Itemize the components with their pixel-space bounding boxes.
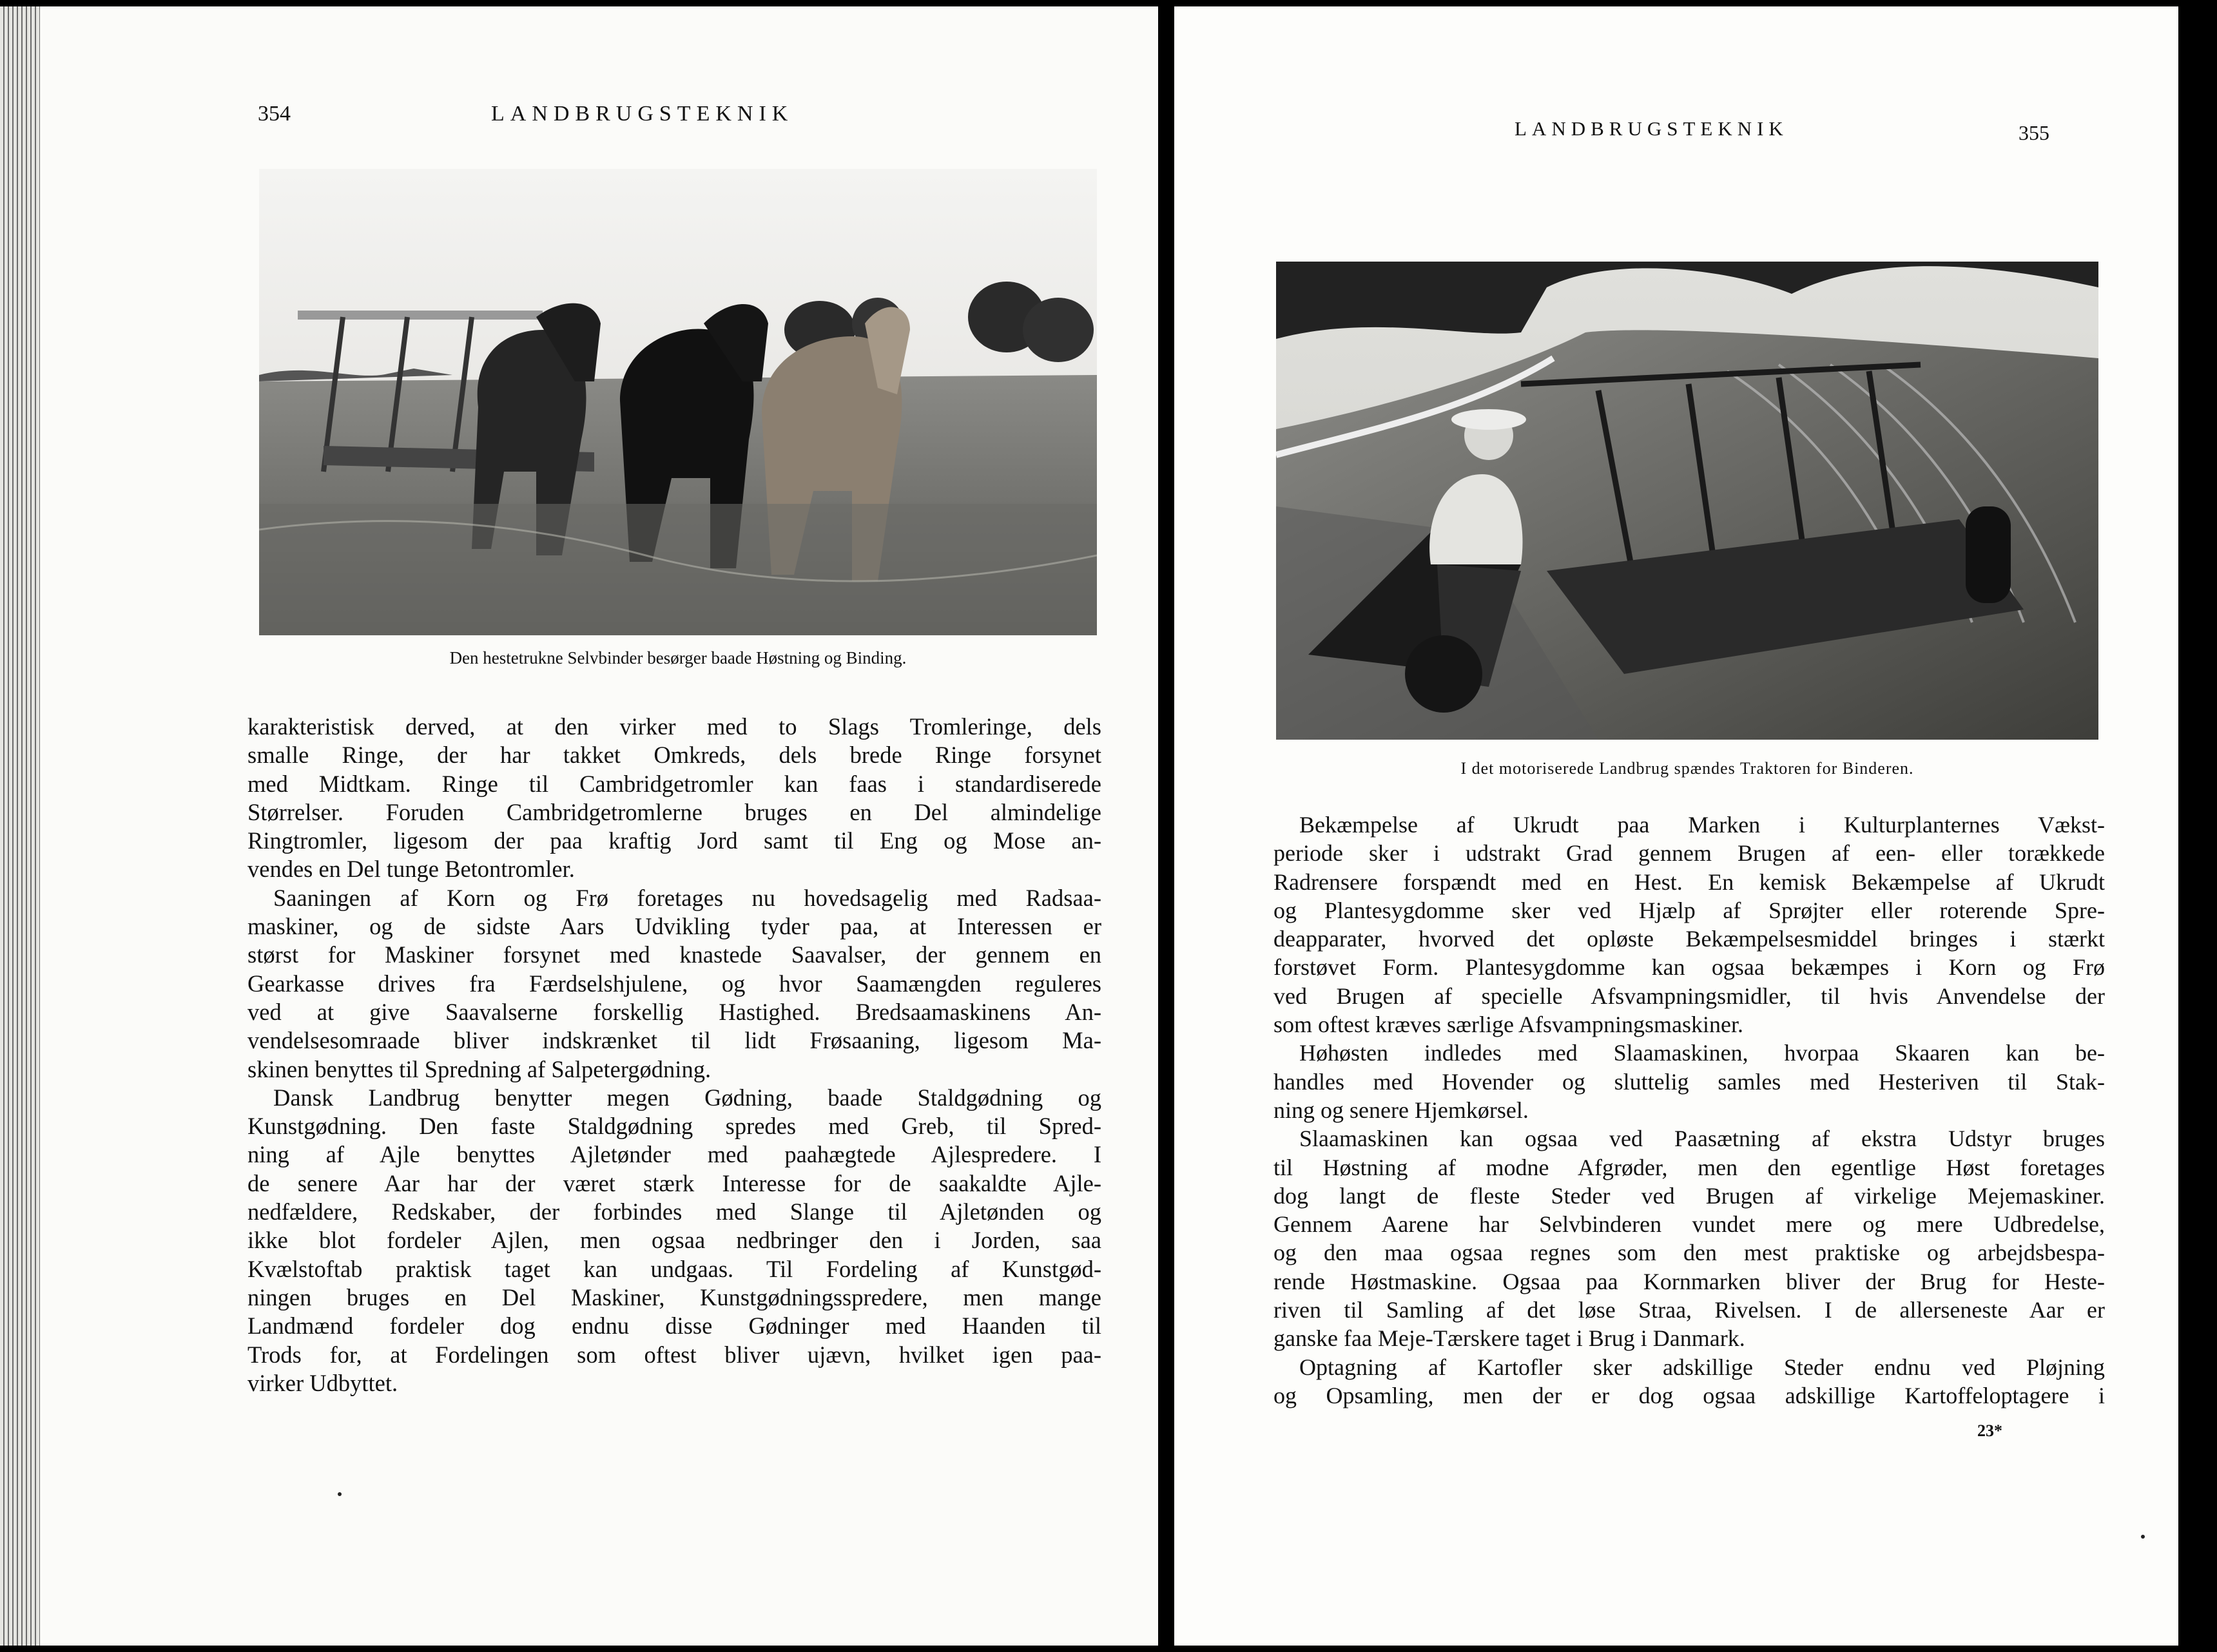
paragraph	[1273, 1353, 2105, 1410]
text-line: ning af Ajle benyttes Ajletønder med paahægtede Ajlespredere. I	[247, 1141, 1101, 1168]
figure-caption: Den hestetrukne Selvbinder besørger baade Høstning og Binding.	[449, 648, 907, 668]
running-header: LANDBRUGSTEKNIK	[491, 102, 794, 126]
page-number: 354	[258, 102, 291, 126]
text-line: Radrensere forspændt med en Hest. En kemisk Bekæmpelse af Ukrudt	[1273, 869, 2105, 895]
text-line: dog langt de fleste Steder ved Brugen af virkelige Mejemaskiner.	[1273, 1182, 2105, 1209]
text-line: Landmænd fordeler dog endnu disse Gødninger med Haanden til	[247, 1312, 1101, 1340]
page-number: 355	[2019, 121, 2049, 144]
speck	[338, 1492, 342, 1496]
text-line: Ringtromler, ligesom der paa kraftig Jord samt til Eng og Mose an-	[247, 827, 1101, 854]
text-line: Saaningen af Korn og Frø foretages nu hovedsagelig med Radsaa-	[273, 884, 1101, 911]
text-line: de senere Aar har der været stærk Interesse for de saakaldte Ajle-	[247, 1169, 1101, 1196]
text-line: Bekæmpelse af Ukrudt paa Marken i Kulturplanternes Vækst-	[1299, 812, 2105, 838]
text-line: riven til Samling af det løse Straa, Rivelsen. I de allerseneste Aar er	[1273, 1297, 2105, 1323]
paragraph	[247, 884, 1101, 1084]
text-line: ved at give Saavalserne forskellig Hastighed. Bredsaamaskinens An-	[247, 998, 1101, 1025]
text-line: Størrelser. Foruden Cambridgetromlerne bruges en Del almindelige	[247, 798, 1101, 825]
figure-caption: I det motoriserede Landbrug spændes Traktoren for Binderen.	[1460, 759, 1914, 778]
text-line: deapparater, hvorved det opløste Bekæmpelsesmiddel bringes i stærkt	[1273, 926, 2105, 952]
text-line: og Opsamling, men der er dog ogsaa adskillige Kartoffeloptagere i	[1273, 1382, 2105, 1408]
text-line: Optagning af Kartofler sker adskillige Steder endnu ved Pløjning	[1299, 1354, 2105, 1380]
tractor-binder-photo	[1276, 262, 2098, 740]
text-line: nedfældere, Redskaber, der forbindes med Slange til Ajletønden og	[247, 1198, 1101, 1225]
text-line: størst for Maskiner forsynet med knastede Saavalser, der gennem en	[247, 941, 1101, 968]
text-line: rende Høstmaskine. Ogsaa paa Kornmarken bliver der Brug for Heste-	[1273, 1268, 2105, 1294]
text-line: forstøvet Form. Plantesygdomme kan ogsaa bekæmpes i Korn og Frø	[1273, 954, 2105, 981]
text-line: virker Udbyttet.	[247, 1369, 398, 1396]
text-line: Trods for, at Fordelingen som oftest bliver ujævn, hvilket igen paa-	[247, 1341, 1101, 1368]
text-line: Dansk Landbrug benytter megen Gødning, baade Staldgødning og	[273, 1084, 1101, 1111]
text-line: Gearkasse drives fra Færdselshjulene, og hvor Saamængden reguleres	[247, 970, 1101, 997]
right-page	[1174, 6, 2178, 1646]
text-line: vendelsesomraade bliver indskrænket til lidt Frøsaaning, ligesom Ma-	[247, 1027, 1101, 1054]
text-line: som oftest kræves særlige Afsvampningsmaskiner.	[1273, 1012, 1743, 1038]
paragraph	[247, 713, 1101, 884]
body-text	[247, 713, 1101, 1397]
text-line: ning og senere Hjemkørsel.	[1273, 1097, 1529, 1123]
text-line: og Plantesygdomme sker ved Hjælp af Sprøjter eller roterende Spre-	[1273, 897, 2105, 923]
text-line: til Høstning af modne Afgrøder, men den egentlige Høst foretages	[1273, 1154, 2105, 1180]
body-text	[1273, 811, 2105, 1410]
signature-mark: 23*	[1977, 1421, 2002, 1440]
text-line: Gennem Aarene har Selvbinderen vundet mere og mere Udbredelse,	[1273, 1211, 2105, 1238]
text-line: Kvælstoftab praktisk taget kan undgaas. Til Fordeling af Kunstgød-	[247, 1255, 1101, 1282]
text-line: ganske faa Meje-Tærskere taget i Brug i Danmark.	[1273, 1325, 1745, 1352]
text-line: Høhøsten indledes med Slaamaskinen, hvorpaa Skaaren kan be-	[1299, 1040, 2105, 1066]
paragraph	[1273, 1124, 2105, 1352]
page-stack-edges	[0, 6, 40, 1646]
paragraph	[1273, 811, 2105, 1039]
text-line: maskiner, og de sidste Aars Udvikling tyder paa, at Interessen er	[247, 913, 1101, 940]
text-line: Kunstgødning. Den faste Staldgødning spredes med Greb, til Spred-	[247, 1113, 1101, 1140]
text-line: skinen benyttes til Spredning af Salpetergødning.	[247, 1055, 712, 1082]
paragraph	[247, 1084, 1101, 1397]
text-line: vendes en Del tunge Betontromler.	[247, 856, 575, 883]
running-header: LANDBRUGSTEKNIK	[1515, 117, 1788, 140]
text-line: Slaamaskinen kan ogsaa ved Paasætning af ekstra Udstyr bruges	[1299, 1126, 2105, 1152]
text-line: karakteristisk derved, at den virker med to Slags Tromleringe, dels	[247, 713, 1101, 740]
text-line: ved Brugen af specielle Afsvampningsmidler, til hvis Anvendelse der	[1273, 983, 2105, 1009]
text-line: ningen bruges en Del Maskiner, Kunstgødningsspredere, men mange	[247, 1283, 1101, 1311]
text-line: smalle Ringe, der har takket Omkreds, dels brede Ringe forsynet	[247, 742, 1101, 769]
speck	[2141, 1535, 2145, 1539]
text-line: med Midtkam. Ringe til Cambridgetromler kan faas i standardiserede	[247, 770, 1101, 797]
text-line: ikke blot fordeler Ajlen, men ogsaa nedbringer den i Jorden, saa	[247, 1227, 1101, 1254]
text-line: og den maa ogsaa regnes som den mest praktiske og arbejdsbespa-	[1273, 1240, 2105, 1266]
paragraph	[1273, 1039, 2105, 1124]
left-page	[40, 6, 1158, 1646]
text-line: handles med Hovender og sluttelig samles med Hesteriven til Stak-	[1273, 1068, 2105, 1095]
horse-binder-photo	[259, 169, 1097, 635]
text-line: periode sker i udstrakt Grad gennem Brugen af een- eller torækkede	[1273, 840, 2105, 867]
